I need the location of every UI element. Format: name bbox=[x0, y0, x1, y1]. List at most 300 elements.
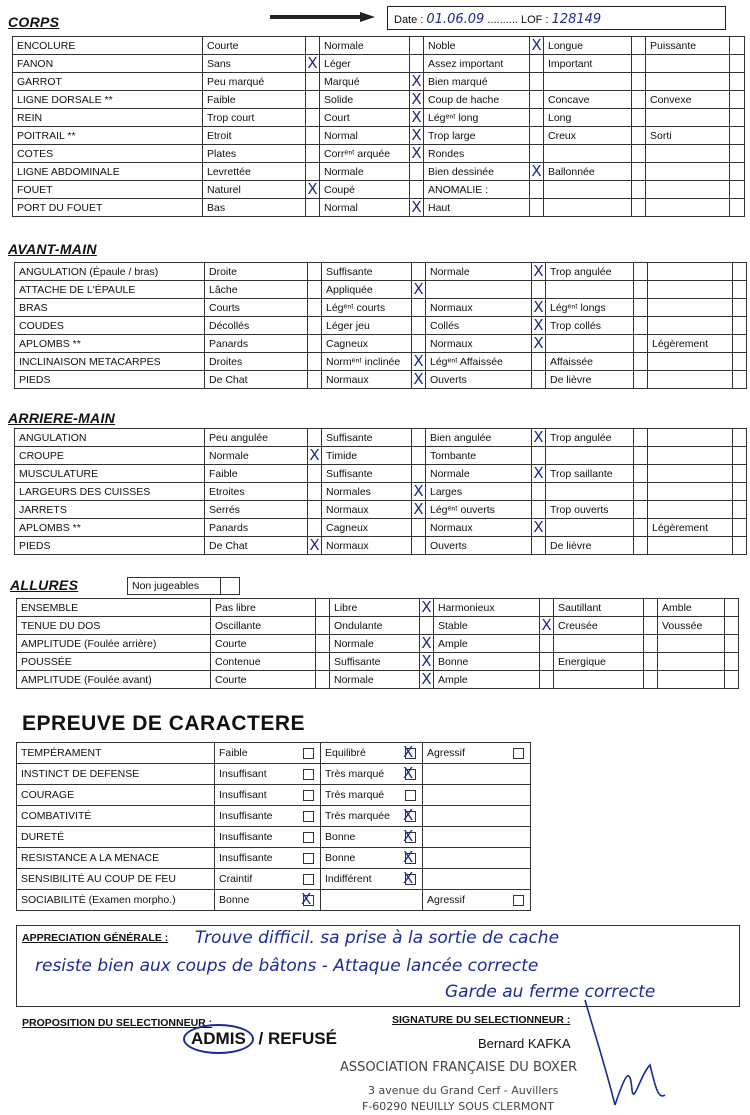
checkbox-cell[interactable] bbox=[634, 335, 648, 353]
checkbox-cell[interactable] bbox=[306, 73, 320, 91]
checkbox-cell[interactable] bbox=[316, 599, 330, 617]
checkbox-cell[interactable] bbox=[316, 671, 330, 689]
option-label bbox=[423, 848, 531, 869]
checkbox-cell[interactable] bbox=[733, 465, 747, 483]
checkbox-cell[interactable] bbox=[308, 263, 322, 281]
checkbox-cell[interactable] bbox=[532, 299, 546, 317]
option-label: Haut bbox=[424, 199, 530, 217]
option-label: De lièvre bbox=[546, 537, 634, 555]
checkbox-cell[interactable] bbox=[530, 55, 544, 73]
checkbox-cell[interactable] bbox=[316, 617, 330, 635]
checkbox-cell[interactable] bbox=[410, 55, 424, 73]
option-label: Contenue bbox=[211, 653, 316, 671]
option-label bbox=[648, 465, 733, 483]
option-label: Ouverts bbox=[426, 371, 532, 389]
table-row bbox=[15, 537, 747, 555]
check-mark: X bbox=[533, 262, 544, 280]
checkbox-cell[interactable] bbox=[730, 109, 745, 127]
section-title-avant-main: AVANT-MAIN bbox=[8, 241, 97, 257]
option-label: Cagneux bbox=[322, 519, 412, 537]
checkbox-cell[interactable] bbox=[530, 181, 544, 199]
checkbox-cell[interactable] bbox=[632, 163, 646, 181]
checkbox-cell[interactable] bbox=[420, 599, 434, 617]
decision bbox=[183, 1024, 337, 1054]
option-label: Normaux bbox=[322, 371, 412, 389]
checkbox-cell[interactable] bbox=[420, 635, 434, 653]
checkbox-cell[interactable] bbox=[410, 181, 424, 199]
option-label bbox=[544, 199, 632, 217]
checkbox-cell[interactable] bbox=[644, 635, 658, 653]
checkbox-cell[interactable] bbox=[634, 429, 648, 447]
checkbox-cell[interactable] bbox=[540, 599, 554, 617]
option-label: Tombante bbox=[426, 447, 532, 465]
checkbox-cell[interactable] bbox=[733, 537, 747, 555]
option-label bbox=[646, 145, 730, 163]
table-row bbox=[17, 617, 739, 635]
checkbox-cell[interactable] bbox=[634, 501, 648, 519]
option-label: Droites bbox=[205, 353, 308, 371]
checkbox-cell[interactable] bbox=[540, 635, 554, 653]
checkbox-cell[interactable] bbox=[412, 501, 426, 519]
check-mark: X bbox=[421, 598, 432, 616]
checkbox-cell[interactable] bbox=[632, 199, 646, 217]
checkbox-cell[interactable] bbox=[530, 37, 544, 55]
checkbox-cell[interactable] bbox=[632, 145, 646, 163]
checkbox-cell[interactable] bbox=[530, 199, 544, 217]
checkbox-cell[interactable] bbox=[632, 73, 646, 91]
checkbox-cell[interactable] bbox=[530, 145, 544, 163]
checkbox-cell[interactable] bbox=[733, 371, 747, 389]
criterion-label: RESISTANCE A LA MENACE bbox=[17, 848, 215, 869]
option-label: Insuffisante bbox=[215, 827, 321, 848]
checkbox-cell[interactable] bbox=[644, 671, 658, 689]
option-label: Sorti bbox=[646, 127, 730, 145]
criterion-label: SENSIBILITÉ AU COUP DE FEU bbox=[17, 869, 215, 890]
criterion-label: COUDES bbox=[15, 317, 205, 335]
checkbox-cell[interactable] bbox=[733, 263, 747, 281]
stamp-city: F-60290 NEUILLY SOUS CLERMONT bbox=[362, 1100, 554, 1113]
checkbox-cell[interactable] bbox=[308, 353, 322, 371]
option-label: Suffisante bbox=[322, 263, 412, 281]
option-label bbox=[426, 281, 532, 299]
check-mark: X bbox=[533, 464, 544, 482]
option-label: De Chat bbox=[205, 371, 308, 389]
checkbox-cell[interactable] bbox=[644, 653, 658, 671]
checkbox[interactable]: X bbox=[303, 895, 314, 906]
checkbox-cell[interactable] bbox=[733, 335, 747, 353]
checkbox-cell[interactable] bbox=[733, 519, 747, 537]
checkbox-cell[interactable] bbox=[308, 519, 322, 537]
admis-option[interactable]: ADMIS bbox=[183, 1024, 254, 1054]
option-label: Bonne X bbox=[215, 890, 321, 911]
checkbox-cell[interactable] bbox=[725, 599, 739, 617]
criterion-label: APLOMBS ** bbox=[15, 335, 205, 353]
option-label: Droite bbox=[205, 263, 308, 281]
checkbox-cell[interactable] bbox=[532, 501, 546, 519]
checkbox[interactable]: X bbox=[405, 811, 416, 822]
checkbox-cell[interactable] bbox=[540, 617, 554, 635]
table-row bbox=[13, 73, 745, 91]
checkbox[interactable] bbox=[303, 853, 314, 864]
checkbox-cell[interactable] bbox=[532, 465, 546, 483]
non-jugeables-checkbox[interactable]: Non jugeables bbox=[127, 577, 240, 595]
checkbox-cell[interactable] bbox=[730, 37, 745, 55]
refuse-option[interactable]: / REFUSÉ bbox=[258, 1029, 337, 1048]
option-label bbox=[648, 299, 733, 317]
criterion-label: PIEDS bbox=[15, 537, 205, 555]
checkbox-cell[interactable] bbox=[540, 653, 554, 671]
option-label: Insuffisante bbox=[215, 806, 321, 827]
checkbox-cell[interactable] bbox=[632, 181, 646, 199]
arrow-right-icon bbox=[270, 12, 375, 22]
table-row bbox=[17, 599, 739, 617]
check-mark: X bbox=[533, 334, 544, 352]
option-label: Léger bbox=[320, 55, 410, 73]
checkbox-cell[interactable] bbox=[730, 145, 745, 163]
checkbox-cell[interactable] bbox=[634, 353, 648, 371]
option-label bbox=[646, 199, 730, 217]
table-row bbox=[15, 299, 747, 317]
checkbox[interactable] bbox=[513, 895, 524, 906]
criterion-label: COTES bbox=[13, 145, 203, 163]
checkbox-cell[interactable] bbox=[733, 317, 747, 335]
check-mark: X bbox=[421, 652, 432, 670]
option-label: Noble bbox=[424, 37, 530, 55]
checkbox-cell[interactable] bbox=[412, 335, 426, 353]
checkbox-cell[interactable] bbox=[634, 263, 648, 281]
check-mark: X bbox=[411, 198, 422, 216]
checkbox-cell[interactable] bbox=[308, 335, 322, 353]
check-mark: X bbox=[413, 280, 424, 298]
checkbox-cell[interactable] bbox=[730, 55, 745, 73]
checkbox-cell[interactable] bbox=[420, 617, 434, 635]
checkbox-cell[interactable] bbox=[730, 163, 745, 181]
check-mark: X bbox=[533, 518, 544, 536]
checkbox-cell[interactable] bbox=[733, 483, 747, 501]
criterion-label: COURAGE bbox=[17, 785, 215, 806]
checkbox-cell[interactable] bbox=[308, 537, 322, 555]
option-label: ANOMALIE : bbox=[424, 181, 530, 199]
checkbox[interactable] bbox=[303, 769, 314, 780]
checkbox-cell[interactable] bbox=[725, 617, 739, 635]
criterion-label: POUSSÉE bbox=[17, 653, 211, 671]
option-label: Sautillant bbox=[554, 599, 644, 617]
checkbox-cell[interactable] bbox=[634, 465, 648, 483]
criterion-label: INCLINAISON METACARPES bbox=[15, 353, 205, 371]
option-label: Normal bbox=[320, 127, 410, 145]
checkbox[interactable] bbox=[303, 811, 314, 822]
criterion-label: INSTINCT DE DEFENSE bbox=[17, 764, 215, 785]
table-row bbox=[17, 890, 739, 911]
checkbox-cell[interactable] bbox=[410, 163, 424, 181]
checkbox-cell[interactable] bbox=[632, 91, 646, 109]
checkbox-cell[interactable] bbox=[532, 483, 546, 501]
checkbox-cell[interactable] bbox=[530, 163, 544, 181]
check-mark: X bbox=[307, 54, 318, 72]
date-lof-box: Date : 01.06.09 .......... LOF : 128149 bbox=[387, 6, 726, 30]
option-label: Bien dessinée bbox=[424, 163, 530, 181]
check-mark: X bbox=[307, 180, 318, 198]
table-row bbox=[17, 743, 739, 764]
checkbox-cell[interactable] bbox=[306, 91, 320, 109]
option-label: Trop collés bbox=[546, 317, 634, 335]
option-label: Trop ouverts bbox=[546, 501, 634, 519]
checkbox-cell[interactable] bbox=[634, 281, 648, 299]
checkbox-cell[interactable] bbox=[530, 73, 544, 91]
checkbox-cell[interactable] bbox=[634, 371, 648, 389]
checkbox[interactable] bbox=[405, 790, 416, 801]
option-label: Creux bbox=[544, 127, 632, 145]
option-label: Bien angulée bbox=[426, 429, 532, 447]
table-row bbox=[15, 519, 747, 537]
signature-label: SIGNATURE DU SELECTIONNEUR : bbox=[392, 1014, 571, 1026]
checkbox-cell[interactable] bbox=[308, 299, 322, 317]
checkbox-cell[interactable] bbox=[730, 181, 745, 199]
checkbox-cell[interactable] bbox=[410, 91, 424, 109]
checkbox-cell[interactable] bbox=[532, 429, 546, 447]
option-label: Important bbox=[544, 55, 632, 73]
table-row bbox=[15, 429, 747, 447]
option-label: Faible bbox=[215, 743, 321, 764]
checkbox-cell[interactable] bbox=[733, 299, 747, 317]
option-label: Convexe bbox=[646, 91, 730, 109]
criterion-label: COMBATIVITÉ bbox=[17, 806, 215, 827]
option-label: De Chat bbox=[205, 537, 308, 555]
table-row bbox=[13, 91, 745, 109]
option-label: Marqué bbox=[320, 73, 410, 91]
table-row bbox=[15, 501, 747, 519]
checkbox-cell[interactable] bbox=[306, 55, 320, 73]
checkbox-cell[interactable] bbox=[412, 299, 426, 317]
option-label: Bas bbox=[203, 199, 306, 217]
checkbox-cell[interactable] bbox=[308, 501, 322, 519]
checkbox-cell[interactable] bbox=[532, 447, 546, 465]
checkbox-cell[interactable] bbox=[733, 501, 747, 519]
checkbox-cell[interactable] bbox=[412, 317, 426, 335]
checkbox-cell[interactable] bbox=[725, 653, 739, 671]
checkbox-cell[interactable] bbox=[733, 353, 747, 371]
checkbox-cell[interactable] bbox=[532, 335, 546, 353]
option-label: Larges bbox=[426, 483, 532, 501]
checkbox-cell[interactable] bbox=[412, 537, 426, 555]
option-label: Insuffisant bbox=[215, 764, 321, 785]
checkbox-cell[interactable] bbox=[308, 465, 322, 483]
checkbox[interactable]: X bbox=[405, 769, 416, 780]
checkbox-cell[interactable] bbox=[730, 199, 745, 217]
checkbox-cell[interactable] bbox=[644, 599, 658, 617]
date-value[interactable]: 01.06.09 bbox=[426, 12, 485, 27]
option-label: Serrés bbox=[205, 501, 308, 519]
checkbox-cell[interactable] bbox=[532, 537, 546, 555]
checkbox[interactable]: X bbox=[405, 748, 416, 759]
checkbox-cell[interactable] bbox=[530, 109, 544, 127]
option-label: Bien marqué bbox=[424, 73, 530, 91]
checkbox[interactable] bbox=[303, 748, 314, 759]
checkbox[interactable] bbox=[303, 832, 314, 843]
option-label: Normaux bbox=[322, 501, 412, 519]
checkbox-cell[interactable] bbox=[532, 371, 546, 389]
checkbox-cell[interactable] bbox=[412, 429, 426, 447]
checkbox-cell[interactable] bbox=[532, 317, 546, 335]
check-mark: X bbox=[411, 72, 422, 90]
criterion-label: LIGNE ABDOMINALE bbox=[13, 163, 203, 181]
lof-value[interactable]: 128149 bbox=[551, 12, 602, 27]
option-label: Oscillante bbox=[211, 617, 316, 635]
checkbox[interactable] bbox=[513, 748, 524, 759]
criterion-label: REIN bbox=[13, 109, 203, 127]
checkbox-cell[interactable] bbox=[306, 37, 320, 55]
criterion-label: AMPLITUDE (Foulée avant) bbox=[17, 671, 211, 689]
checkbox[interactable]: X bbox=[405, 832, 416, 843]
option-label: Faible bbox=[205, 465, 308, 483]
table-row bbox=[15, 465, 747, 483]
criterion-label: LIGNE DORSALE ** bbox=[13, 91, 203, 109]
check-mark: X bbox=[413, 482, 424, 500]
checkbox-cell[interactable] bbox=[410, 199, 424, 217]
option-label: Insuffisant bbox=[215, 785, 321, 806]
option-label bbox=[546, 335, 634, 353]
table-row bbox=[13, 37, 745, 55]
checkbox-cell[interactable] bbox=[532, 519, 546, 537]
option-label bbox=[646, 181, 730, 199]
checkbox-cell[interactable] bbox=[412, 519, 426, 537]
checkbox-cell[interactable] bbox=[632, 127, 646, 145]
option-label bbox=[546, 447, 634, 465]
checkbox-cell[interactable] bbox=[412, 465, 426, 483]
proposition-label: PROPOSITION DU SELECTIONNEUR : bbox=[22, 1017, 213, 1029]
option-label: Etroit bbox=[203, 127, 306, 145]
checkbox-cell[interactable] bbox=[733, 429, 747, 447]
option-label bbox=[648, 353, 733, 371]
checkbox-cell[interactable] bbox=[308, 447, 322, 465]
table-row bbox=[13, 55, 745, 73]
checkbox-cell[interactable] bbox=[634, 519, 648, 537]
section-title-allures: ALLURES bbox=[10, 577, 79, 593]
checkbox-cell[interactable] bbox=[540, 671, 554, 689]
option-label bbox=[648, 537, 733, 555]
checkbox-cell[interactable] bbox=[306, 199, 320, 217]
option-label: Trop angulée bbox=[546, 429, 634, 447]
option-label: Trop saillante bbox=[546, 465, 634, 483]
checkbox-cell[interactable] bbox=[410, 109, 424, 127]
criterion-label: MUSCULATURE bbox=[15, 465, 205, 483]
checkbox[interactable] bbox=[303, 874, 314, 885]
section-title-corps: CORPS bbox=[8, 14, 60, 30]
check-mark: X bbox=[411, 126, 422, 144]
checkbox-cell[interactable] bbox=[530, 127, 544, 145]
checkbox[interactable]: X bbox=[405, 853, 416, 864]
checkbox-cell[interactable] bbox=[532, 353, 546, 371]
option-label: Bonne X bbox=[321, 848, 423, 869]
check-mark: X bbox=[309, 536, 320, 554]
checkbox-cell[interactable] bbox=[634, 317, 648, 335]
criterion-label: FANON bbox=[13, 55, 203, 73]
checkbox-cell[interactable] bbox=[306, 163, 320, 181]
option-label bbox=[423, 806, 531, 827]
checkbox-cell[interactable] bbox=[634, 537, 648, 555]
checkbox-cell[interactable] bbox=[410, 127, 424, 145]
checkbox-cell[interactable] bbox=[308, 317, 322, 335]
checkbox-cell[interactable] bbox=[410, 73, 424, 91]
checkbox-cell[interactable] bbox=[412, 353, 426, 371]
checkbox-cell[interactable] bbox=[644, 617, 658, 635]
criterion-label: ENCOLURE bbox=[13, 37, 203, 55]
checkbox[interactable]: X bbox=[405, 874, 416, 885]
checkbox-cell[interactable] bbox=[316, 653, 330, 671]
appreciation-label: APPRECIATION GÉNÉRALE : bbox=[22, 932, 169, 944]
checkbox-cell[interactable] bbox=[412, 263, 426, 281]
checkbox-cell[interactable] bbox=[725, 671, 739, 689]
checkbox-cell[interactable] bbox=[412, 447, 426, 465]
checkbox-cell[interactable] bbox=[634, 299, 648, 317]
checkbox-cell[interactable] bbox=[730, 73, 745, 91]
option-label: Courte bbox=[211, 635, 316, 653]
option-label: Pas libre bbox=[211, 599, 316, 617]
appreciation-line-3: Garde au ferme correcte bbox=[445, 982, 656, 1002]
criterion-label: PORT DU FOUET bbox=[13, 199, 203, 217]
checkbox-cell[interactable] bbox=[308, 371, 322, 389]
checkbox-cell[interactable] bbox=[632, 37, 646, 55]
checkbox-cell[interactable] bbox=[632, 109, 646, 127]
table-row bbox=[15, 335, 747, 353]
option-label: Collés bbox=[426, 317, 532, 335]
table-row bbox=[13, 181, 745, 199]
option-label: Normale bbox=[426, 465, 532, 483]
checkbox-cell[interactable] bbox=[733, 447, 747, 465]
option-label: Légᵉⁿᵗ courts bbox=[322, 299, 412, 317]
option-label: Craintif bbox=[215, 869, 321, 890]
checkbox-cell[interactable] bbox=[412, 281, 426, 299]
checkbox-cell[interactable] bbox=[634, 483, 648, 501]
checkbox-cell[interactable] bbox=[412, 371, 426, 389]
checkbox-cell[interactable] bbox=[306, 145, 320, 163]
checkbox-cell[interactable] bbox=[306, 127, 320, 145]
option-label bbox=[648, 263, 733, 281]
option-label: Concave bbox=[544, 91, 632, 109]
checkbox-cell[interactable] bbox=[420, 671, 434, 689]
checkbox-cell[interactable] bbox=[733, 281, 747, 299]
table-row bbox=[15, 353, 747, 371]
checkbox-cell[interactable] bbox=[308, 281, 322, 299]
checkbox-cell[interactable] bbox=[725, 635, 739, 653]
option-label: Trop angulée bbox=[546, 263, 634, 281]
option-label: Suffisante bbox=[322, 429, 412, 447]
checkbox-cell[interactable] bbox=[730, 91, 745, 109]
checkbox-cell[interactable] bbox=[532, 263, 546, 281]
checkbox-cell[interactable] bbox=[308, 429, 322, 447]
checkbox-cell[interactable] bbox=[316, 635, 330, 653]
section-title-caractere: EPREUVE DE CARACTERE bbox=[22, 712, 306, 735]
checkbox-cell[interactable] bbox=[532, 281, 546, 299]
arriere-main-table bbox=[14, 428, 747, 555]
checkbox-cell[interactable] bbox=[306, 109, 320, 127]
checkbox-cell[interactable] bbox=[632, 55, 646, 73]
option-label: Très marqué X bbox=[321, 764, 423, 785]
checkbox-cell[interactable] bbox=[530, 91, 544, 109]
checkbox-cell[interactable] bbox=[306, 181, 320, 199]
option-label: Cagneux bbox=[322, 335, 412, 353]
checkbox-cell[interactable] bbox=[730, 127, 745, 145]
checkbox-cell[interactable] bbox=[420, 653, 434, 671]
checkbox-cell[interactable] bbox=[308, 483, 322, 501]
option-label: Normaux bbox=[322, 537, 412, 555]
checkbox-cell[interactable] bbox=[410, 37, 424, 55]
option-label bbox=[423, 764, 531, 785]
checkbox-cell[interactable] bbox=[410, 145, 424, 163]
checkbox-cell[interactable] bbox=[634, 447, 648, 465]
checkbox-cell[interactable] bbox=[412, 483, 426, 501]
checkbox[interactable] bbox=[303, 790, 314, 801]
